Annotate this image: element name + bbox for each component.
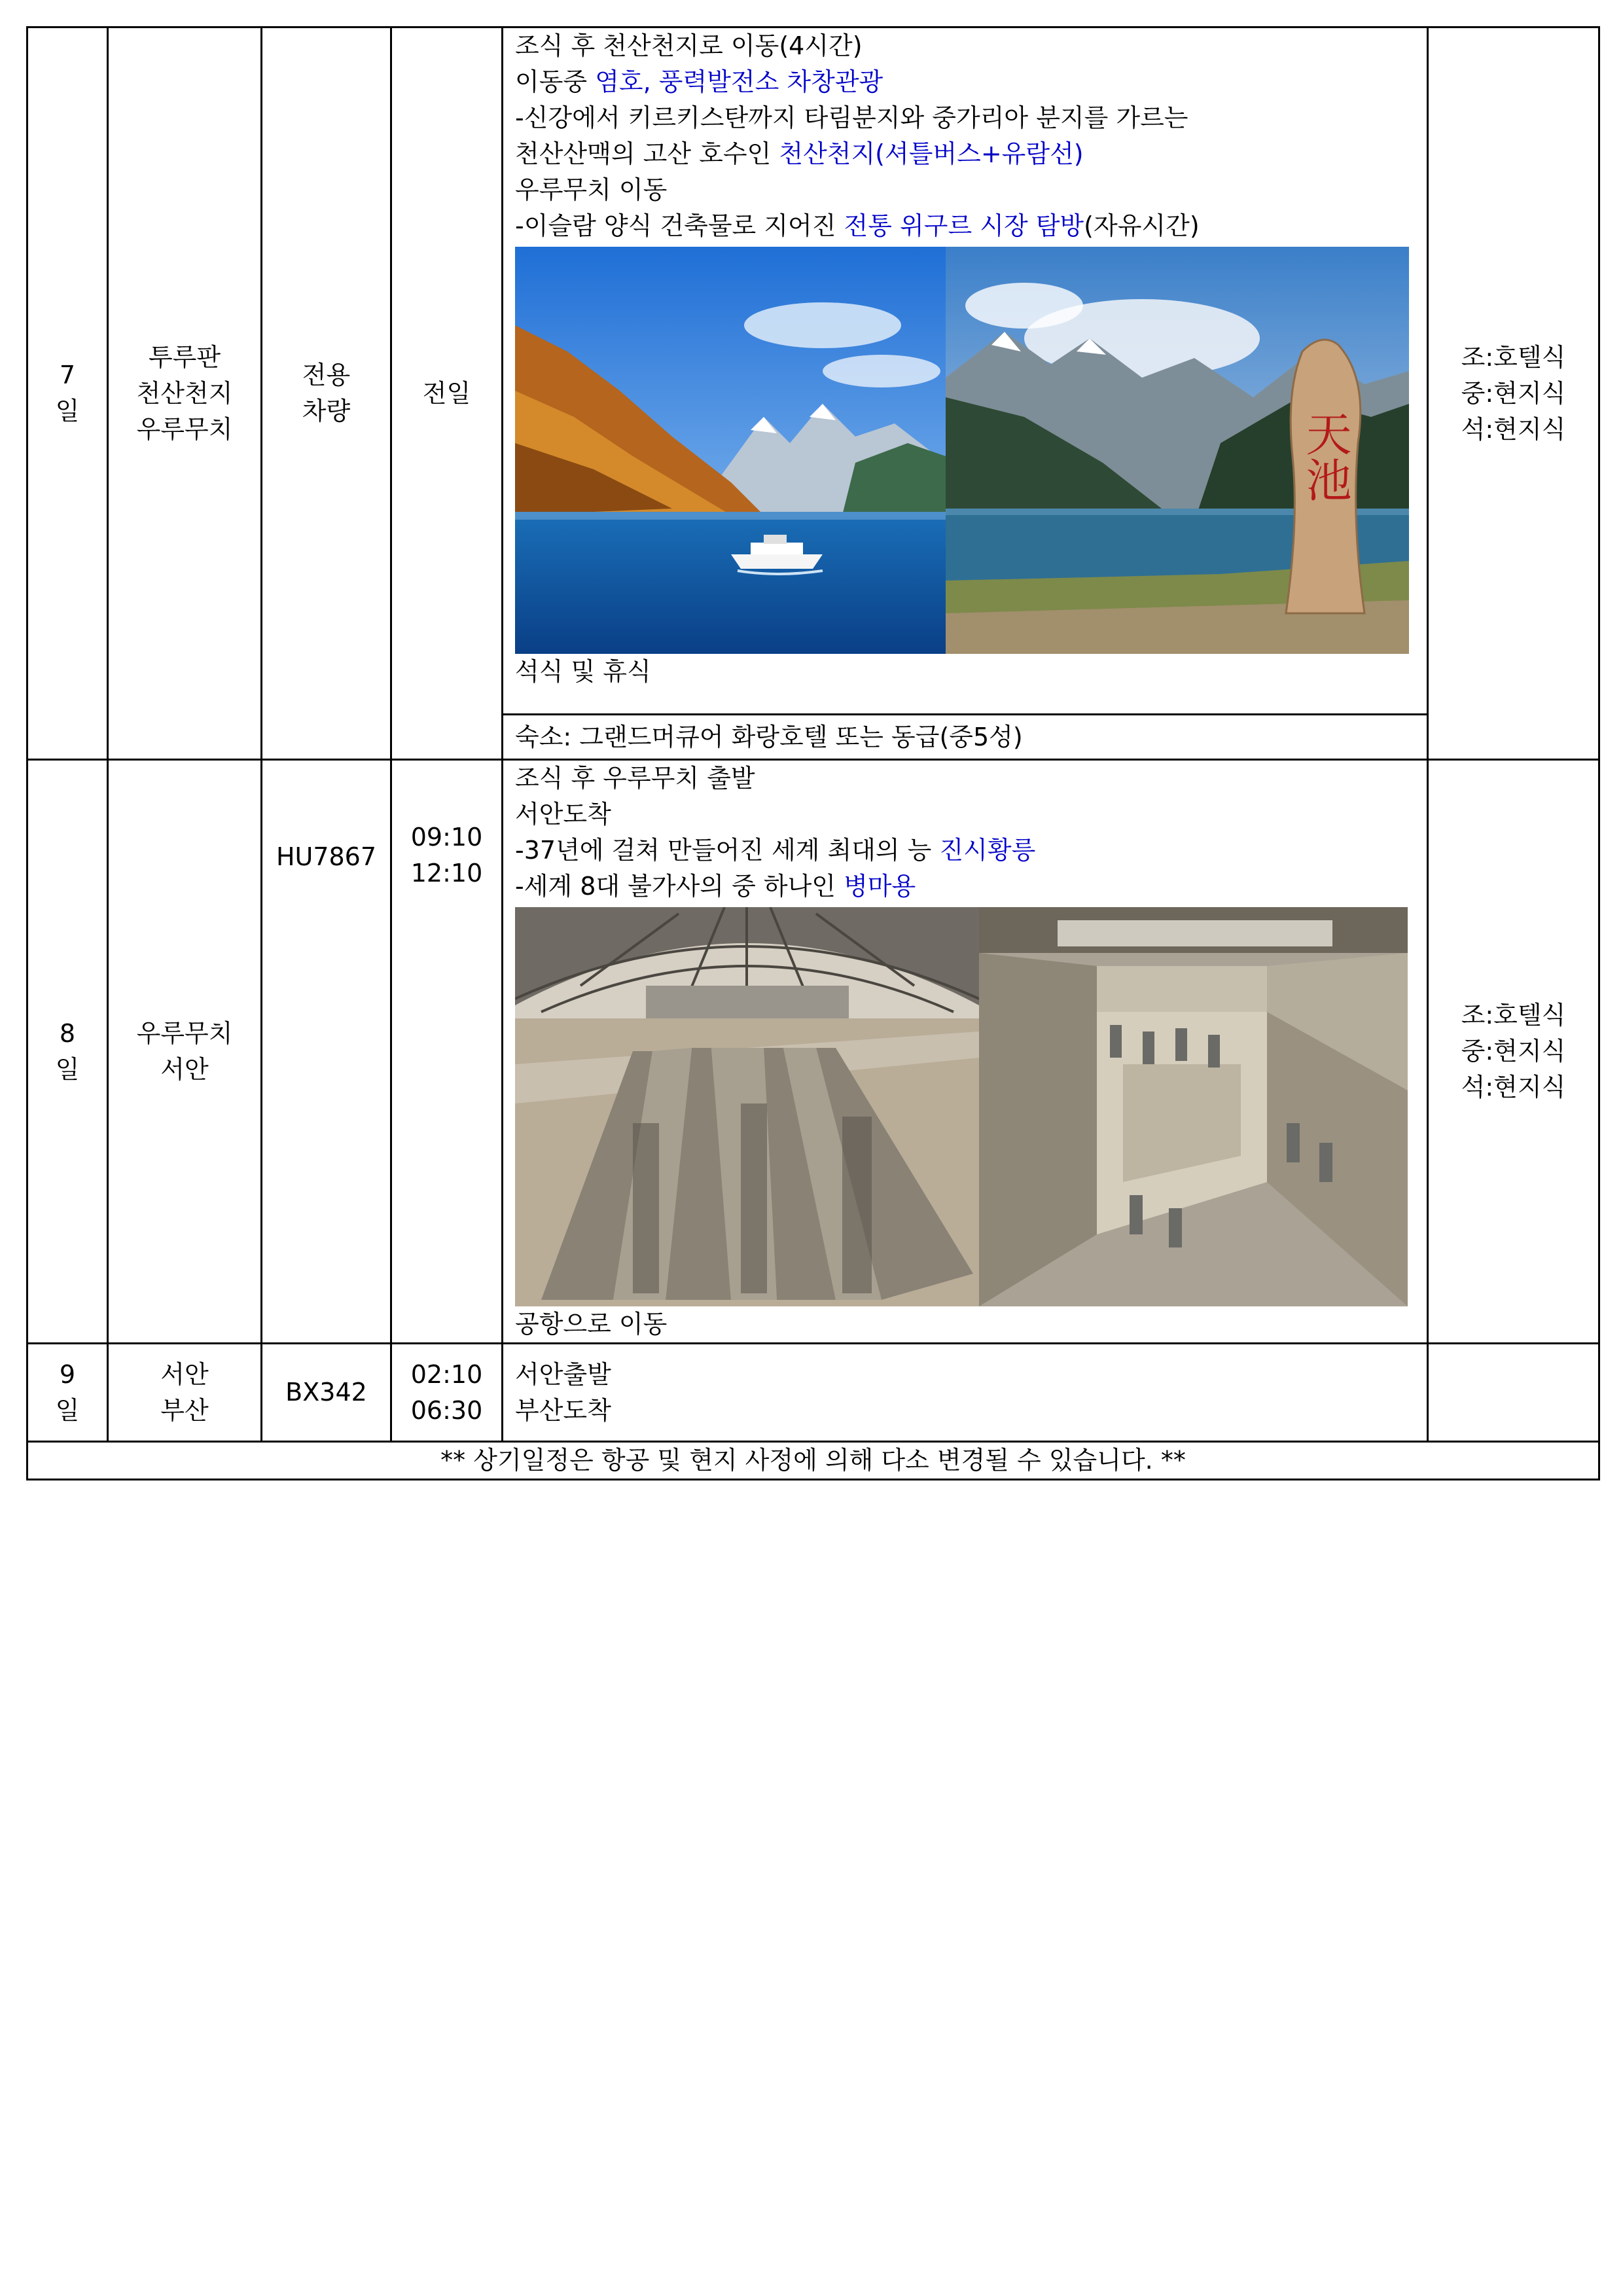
meals-cell bbox=[1428, 760, 1599, 1344]
schedule-cell bbox=[503, 760, 1428, 1344]
meal-text: 조:호텔식 bbox=[1461, 1001, 1566, 1030]
day-number-cell bbox=[27, 760, 108, 1344]
footer-note: ** 상기일정은 항공 및 현지 사정에 의해 다소 변경될 수 있습니다. ** bbox=[27, 1442, 1599, 1480]
flight-number: BX342 bbox=[285, 1378, 367, 1407]
time-text: 12:10 bbox=[410, 859, 483, 888]
footer-row bbox=[27, 1442, 1599, 1480]
time-text: 02:10 bbox=[410, 1359, 483, 1389]
highlight-text: 염호, 풍력발전소 차창관광 bbox=[595, 67, 883, 96]
day-number: 8 bbox=[59, 1018, 76, 1048]
stone-inscription: 天池 bbox=[1298, 410, 1352, 502]
desc-line: 조식 후 천산천지로 이동(4시간) bbox=[515, 31, 863, 60]
photo-strip bbox=[515, 247, 1420, 654]
day-number: 9 bbox=[59, 1359, 76, 1389]
place-name: 우루무치 bbox=[136, 414, 233, 444]
time-text: 전일 bbox=[422, 378, 471, 408]
places-cell bbox=[108, 760, 262, 1344]
place-name: 우루무치 bbox=[136, 1018, 233, 1048]
flight-number: HU7867 bbox=[276, 842, 377, 871]
highlight-text: 병마용 bbox=[844, 872, 916, 901]
terracotta-hall-photo bbox=[515, 907, 979, 1306]
desc-line: -37년에 걸쳐 만들어진 세계 최대의 능 진시황릉 bbox=[515, 836, 1036, 865]
highlight-text: 전통 위구르 시장 탐방 bbox=[844, 211, 1084, 240]
tianchi-stone-photo bbox=[946, 247, 1409, 654]
highlight-text: 진시황릉 bbox=[939, 836, 1036, 865]
desc-line: 우루무치 이동 bbox=[515, 175, 668, 204]
place-name: 투루판 bbox=[148, 342, 221, 372]
places-cell bbox=[108, 27, 262, 760]
meal-text: 조:호텔식 bbox=[1461, 342, 1566, 372]
meal-text: 석:현지식 bbox=[1461, 414, 1566, 444]
highlight-text: 천산천지(셔틀버스+유람선) bbox=[779, 139, 1084, 168]
day-unit: 일 bbox=[55, 1395, 80, 1425]
time-cell bbox=[391, 1344, 503, 1442]
transport-cell bbox=[262, 27, 391, 760]
place-name: 서안 bbox=[160, 1359, 209, 1389]
meals-cell bbox=[1428, 1344, 1599, 1442]
desc-line: 천산산맥의 고산 호수인 천산천지(셔틀버스+유람선) bbox=[515, 139, 1084, 168]
desc-line: 공항으로 이동 bbox=[515, 1310, 668, 1338]
itinerary-table bbox=[26, 26, 1600, 1480]
desc-line: 부산도착 bbox=[515, 1395, 611, 1425]
meal-text: 중:현지식 bbox=[1461, 378, 1566, 408]
place-name: 천산천지 bbox=[136, 378, 233, 408]
desc-line: -신강에서 키르키스탄까지 타림분지와 중가리아 분지를 가르는 bbox=[515, 103, 1188, 132]
schedule-cell bbox=[503, 27, 1428, 715]
transport-text: 차량 bbox=[302, 397, 351, 425]
time-cell bbox=[391, 27, 503, 760]
place-name: 서안 bbox=[160, 1054, 209, 1084]
schedule-cell bbox=[503, 1344, 1428, 1442]
tianchi-boat-photo bbox=[515, 247, 946, 654]
transport-cell bbox=[262, 760, 391, 1344]
desc-line: 서안도착 bbox=[515, 800, 611, 829]
photo-strip bbox=[515, 907, 1420, 1306]
day-unit: 일 bbox=[55, 1054, 80, 1084]
place-name: 부산 bbox=[160, 1395, 209, 1425]
day-unit: 일 bbox=[55, 397, 80, 425]
time-text: 09:10 bbox=[410, 823, 483, 852]
time-cell bbox=[391, 760, 503, 1344]
desc-line: 조식 후 우루무치 출발 bbox=[515, 764, 755, 793]
day-row-8 bbox=[27, 760, 1599, 1344]
time-text: 06:30 bbox=[410, 1395, 483, 1425]
hotel-text: 숙소: 그랜드머큐어 화랑호텔 또는 동급(중5성) bbox=[515, 722, 1023, 751]
meal-text: 석:현지식 bbox=[1461, 1073, 1566, 1102]
meals-cell bbox=[1428, 27, 1599, 760]
places-cell bbox=[108, 1344, 262, 1442]
hotel-cell bbox=[503, 715, 1428, 760]
desc-line: 이동중 염호, 풍력발전소 차창관광 bbox=[515, 67, 883, 96]
meal-text: 중:현지식 bbox=[1461, 1037, 1566, 1066]
desc-line: -세계 8대 불가사의 중 하나인 병마용 bbox=[515, 872, 916, 901]
day-number-cell bbox=[27, 1344, 108, 1442]
terracotta-pit-photo bbox=[979, 907, 1408, 1306]
desc-line: 서안출발 bbox=[515, 1359, 611, 1389]
day-number-cell bbox=[27, 27, 108, 760]
day-row-7 bbox=[27, 27, 1599, 715]
day-row-9 bbox=[27, 1344, 1599, 1442]
day-number: 7 bbox=[59, 361, 76, 389]
transport-text: 전용 bbox=[302, 361, 351, 389]
transport-cell bbox=[262, 1344, 391, 1442]
itinerary-sheet bbox=[26, 26, 1598, 1480]
desc-line: 석식 및 휴식 bbox=[515, 657, 651, 686]
desc-line: -이슬람 양식 건축물로 지어진 전통 위구르 시장 탐방(자유시간) bbox=[515, 211, 1200, 240]
